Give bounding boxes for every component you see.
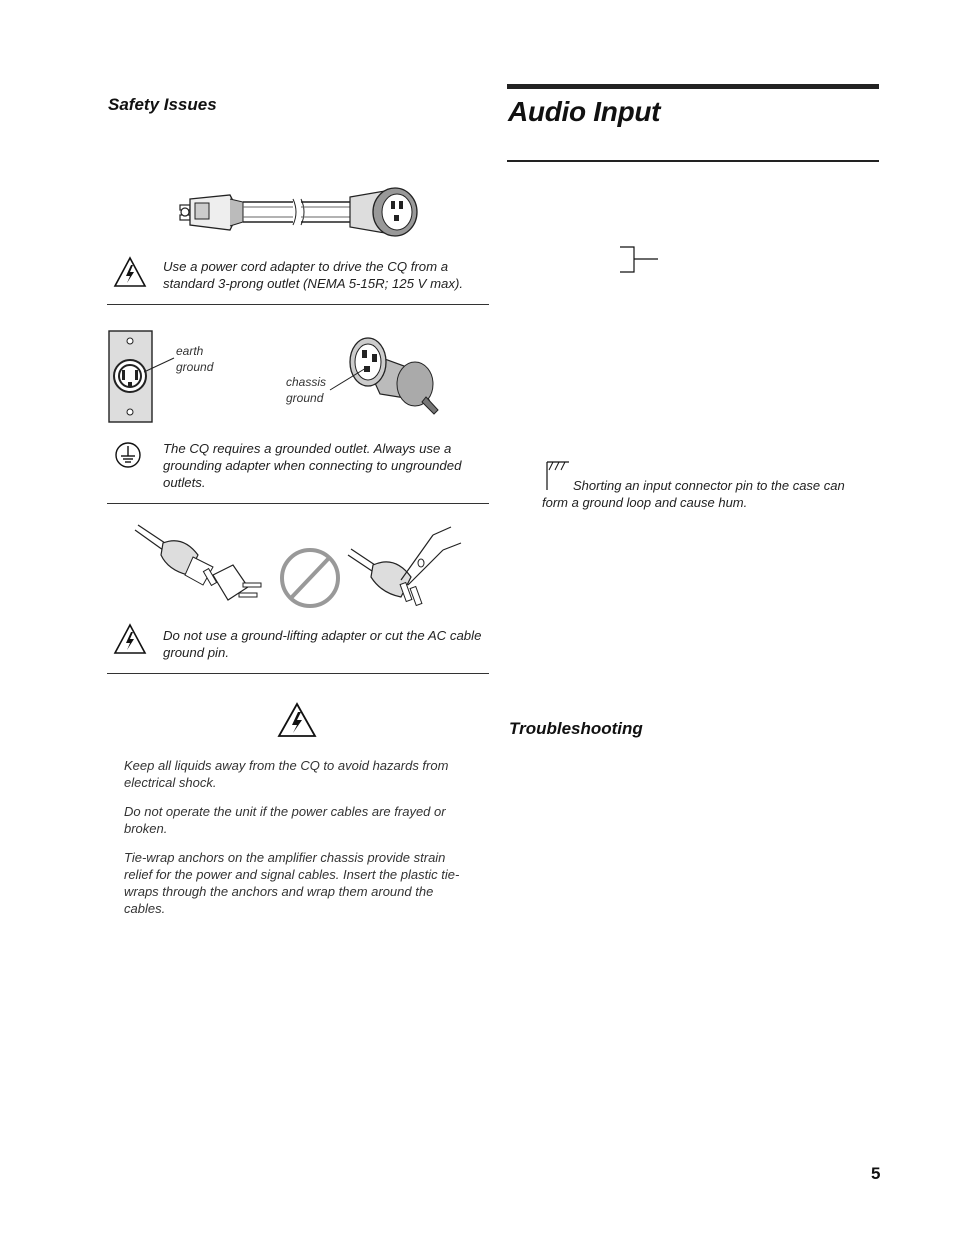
warning-ground-lift-text: Do not use a ground-lifting adapter or cut the AC cable ground pin. <box>163 628 482 660</box>
safety-paragraphs <box>124 757 474 929</box>
page-title: Audio Input <box>508 96 661 127</box>
troubleshooting-heading: Troubleshooting <box>509 719 643 738</box>
ground-lift-illustration <box>133 525 463 615</box>
divider <box>107 503 489 504</box>
bracket-symbol <box>620 246 660 274</box>
warning-grounded-outlet-text: The CQ requires a grounded outlet. Always use a grounding adapter when connecting to ungrounded outlets. <box>163 441 462 490</box>
chassis-ground-label: chassis ground <box>286 375 327 405</box>
warning-lightning-icon <box>277 702 317 738</box>
page-number: 5 <box>871 1164 881 1183</box>
divider <box>107 673 489 674</box>
earth-ground-label: earth ground <box>176 344 214 374</box>
wall-outlet-illustration <box>108 330 154 424</box>
divider <box>107 304 489 305</box>
warning-lightning-icon <box>113 256 147 288</box>
warning-power-cord-text: Use a power cord adapter to drive the CQ from a standard 3-prong outlet (NEMA 5-15R; 125 V max). <box>163 259 464 291</box>
title-bottom-rule <box>507 160 879 162</box>
ground-symbol-icon <box>114 441 142 469</box>
title-top-rule <box>507 84 879 89</box>
chassis-connector-illustration <box>330 332 450 422</box>
ground-loop-note: Shorting an input connector pin to the case can form a ground loop and cause hum. <box>542 478 845 510</box>
power-cord-illustration <box>175 185 425 240</box>
safety-issues-heading: Safety Issues <box>108 95 217 114</box>
warning-lightning-icon <box>113 623 147 655</box>
tie-wrap-paragraph: Tie-wrap anchors on the amplifier chassis provide strain relief for the power and signal cables. Insert the plastic tie-wraps through the anchors and wrap them around the cables. <box>124 850 460 916</box>
cables-paragraph: Do not operate the unit if the power cables are frayed or broken. <box>124 804 446 836</box>
liquids-paragraph: Keep all liquids away from the CQ to avoid hazards from electrical shock. <box>124 758 449 790</box>
